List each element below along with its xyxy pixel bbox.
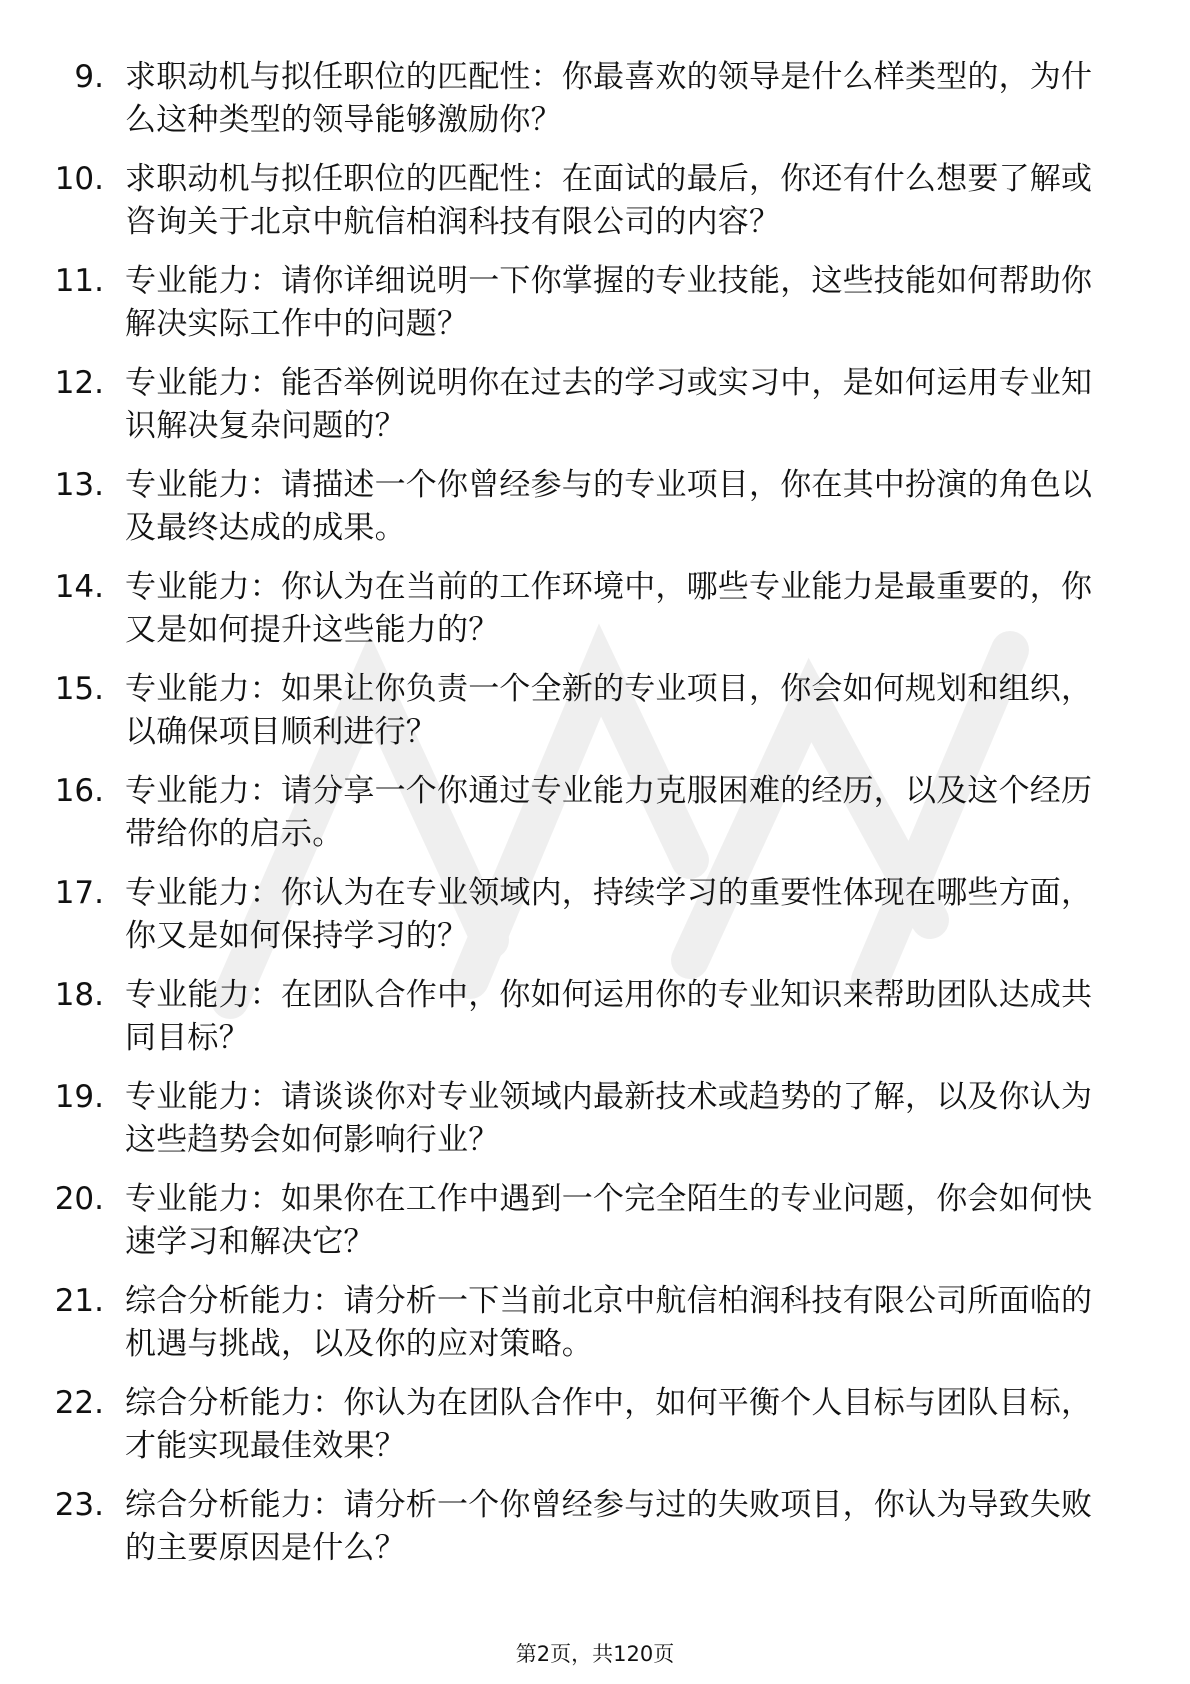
question-text: 专业能力：请谈谈你对专业领域内最新技术或趋势的了解，以及你认为这些趋势会如何影响行业？: [125, 1079, 1093, 1158]
question-number: 23.: [54, 1487, 104, 1523]
question-text: 专业能力：请描述一个你曾经参与的专业项目，你在其中扮演的角色以及最终达成的成果。: [125, 467, 1093, 546]
question-text: 综合分析能力：请分析一下当前北京中航信柏润科技有限公司所面临的机遇与挑战，以及你的应对策略。: [125, 1283, 1093, 1362]
question-number: 17.: [54, 875, 104, 911]
question-number: 19.: [54, 1079, 104, 1115]
question-item: [0, 252, 1190, 354]
question-number: 20.: [54, 1181, 104, 1217]
question-number: 13.: [54, 467, 104, 503]
question-number: 18.: [54, 977, 104, 1013]
question-number: 16.: [54, 773, 104, 809]
question-item: [0, 150, 1190, 252]
question-item: [0, 1476, 1190, 1578]
question-text: 求职动机与拟任职位的匹配性：在面试的最后，你还有什么想要了解或咨询关于北京中航信柏润科技有限公司的内容？: [125, 161, 1093, 240]
question-item: [0, 762, 1190, 864]
question-item: [0, 1374, 1190, 1476]
question-text: 综合分析能力：你认为在团队合作中，如何平衡个人目标与团队目标，才能实现最佳效果？: [125, 1385, 1093, 1464]
question-number: 11.: [54, 263, 104, 299]
question-item: [0, 1170, 1190, 1272]
question-text: 专业能力：能否举例说明你在过去的学习或实习中，是如何运用专业知识解决复杂问题的？: [125, 365, 1093, 444]
question-item: [0, 1272, 1190, 1374]
question-number: 14.: [54, 569, 104, 605]
question-text: 专业能力：请你详细说明一下你掌握的专业技能，这些技能如何帮助你解决实际工作中的问题？: [125, 263, 1093, 342]
question-number: 21.: [54, 1283, 104, 1319]
question-item: [0, 864, 1190, 966]
question-text: 专业能力：你认为在当前的工作环境中，哪些专业能力是最重要的，你又是如何提升这些能力的？: [125, 569, 1093, 648]
question-text: 专业能力：你认为在专业领域内，持续学习的重要性体现在哪些方面，你又是如何保持学习的？: [125, 875, 1093, 954]
question-text: 专业能力：如果让你负责一个全新的专业项目，你会如何规划和组织，以确保项目顺利进行？: [125, 671, 1093, 750]
question-item: [0, 558, 1190, 660]
question-number: 15.: [54, 671, 104, 707]
question-text: 专业能力：如果你在工作中遇到一个完全陌生的专业问题，你会如何快速学习和解决它？: [125, 1181, 1093, 1260]
question-text: 综合分析能力：请分析一个你曾经参与过的失败项目，你认为导致失败的主要原因是什么？: [125, 1487, 1093, 1566]
question-item: [0, 48, 1190, 150]
question-number: 10.: [54, 161, 104, 197]
question-text: 专业能力：请分享一个你通过专业能力克服困难的经历，以及这个经历带给你的启示。: [125, 773, 1093, 852]
question-item: [0, 966, 1190, 1068]
question-text: 专业能力：在团队合作中，你如何运用你的专业知识来帮助团队达成共同目标？: [125, 977, 1093, 1056]
question-text: 求职动机与拟任职位的匹配性：你最喜欢的领导是什么样类型的，为什么这种类型的领导能够激励你？: [125, 59, 1093, 138]
question-item: [0, 660, 1190, 762]
question-item: [0, 456, 1190, 558]
question-number: 9.: [74, 59, 104, 95]
question-item: [0, 354, 1190, 456]
question-number: 12.: [54, 365, 104, 401]
question-item: [0, 1068, 1190, 1170]
question-list: [0, 48, 1190, 1578]
question-number: 22.: [54, 1385, 104, 1421]
page-footer: 第2页，共120页: [515, 1642, 675, 1666]
